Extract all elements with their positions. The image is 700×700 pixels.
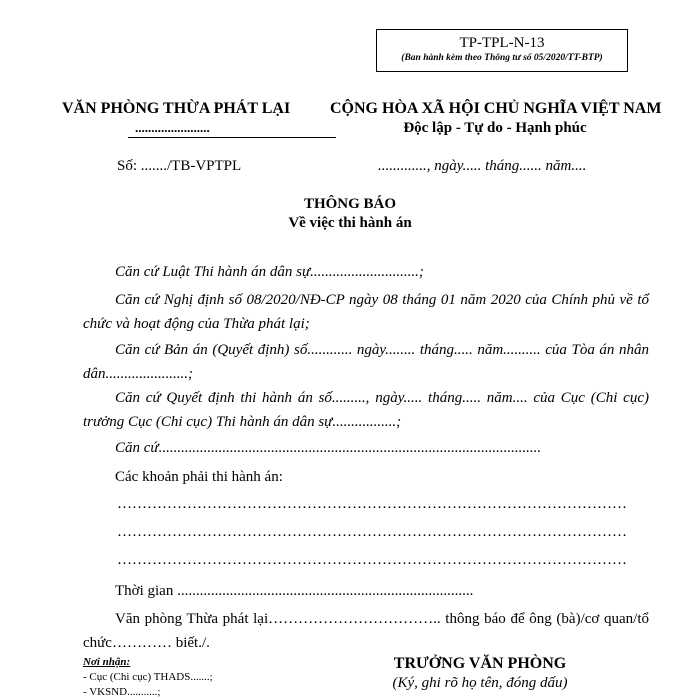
signature-instruction: (Ký, ghi rõ họ tên, đóng dấu): [392, 675, 568, 691]
enforcement-items-line-1: …………………………………………………………………………………………: [117, 496, 627, 512]
national-title: CỘNG HÒA XÃ HỘI CHỦ NGHĨA VIỆT NAM: [330, 100, 662, 117]
recipient-item: - Cục (Chi cục) THADS.......;: [83, 671, 213, 683]
recipient-item: - VKSND...........;: [83, 686, 161, 698]
legal-basis-decree: Căn cứ Nghị định số 08/2020/NĐ-CP ngày 08 tháng 01 năm 2020 của Chính phủ về tổ chức và hoạt động của Thừa phát lại;: [83, 292, 649, 332]
form-issuance-note: (Ban hành kèm theo Thông tư số 05/2020/TT-BTP): [401, 53, 603, 63]
legal-basis-other: Căn cứ......................................................................................................: [115, 440, 542, 456]
form-code: TP-TPL-N-13: [459, 35, 545, 51]
document-title: THÔNG BÁO: [303, 196, 397, 212]
legal-basis-judgment: Căn cứ Bản án (Quyết định) số............ ngày........ tháng..... năm.......... của Tòa án nhân dân......................;: [83, 342, 649, 382]
signer-title: TRƯỞNG VĂN PHÒNG: [393, 655, 567, 672]
notification-statement: Văn phòng Thừa phát lại…………………………….. thông báo để ông (bà)/cơ quan/tổ chức………… biết./.: [83, 611, 649, 651]
enforcement-items-line-2: …………………………………………………………………………………………: [117, 524, 627, 540]
header-divider-left: [128, 137, 336, 138]
time-line: Thời gian ...............................................................................: [115, 583, 474, 599]
office-name: VĂN PHÒNG THỪA PHÁT LẠI: [62, 100, 291, 117]
legal-basis-law: Căn cứ Luật Thi hành án dân sự.............................;: [115, 264, 424, 280]
national-motto: Độc lập - Tự do - Hạnh phúc: [403, 120, 587, 136]
office-name-blank: .......................: [135, 120, 210, 135]
place-and-date: ............., ngày..... tháng...... năm....: [378, 158, 587, 174]
document-number: Số: ......./TB-VPTPL: [117, 158, 242, 174]
enforcement-items-line-3: …………………………………………………………………………………………: [117, 552, 627, 568]
recipients-heading: Nơi nhận:: [83, 656, 131, 668]
legal-basis-enforcement-decision: Căn cứ Quyết định thi hành án số........., ngày..... tháng..... năm.... của Cục (Chi cục) trưởng Cục (Chi cục) Thi hành án dân sự.................;: [83, 390, 649, 430]
document-subtitle: Về việc thi hành án: [288, 215, 412, 231]
enforcement-items-label: Các khoản phải thi hành án:: [115, 469, 283, 485]
form-code-box: [376, 29, 628, 72]
